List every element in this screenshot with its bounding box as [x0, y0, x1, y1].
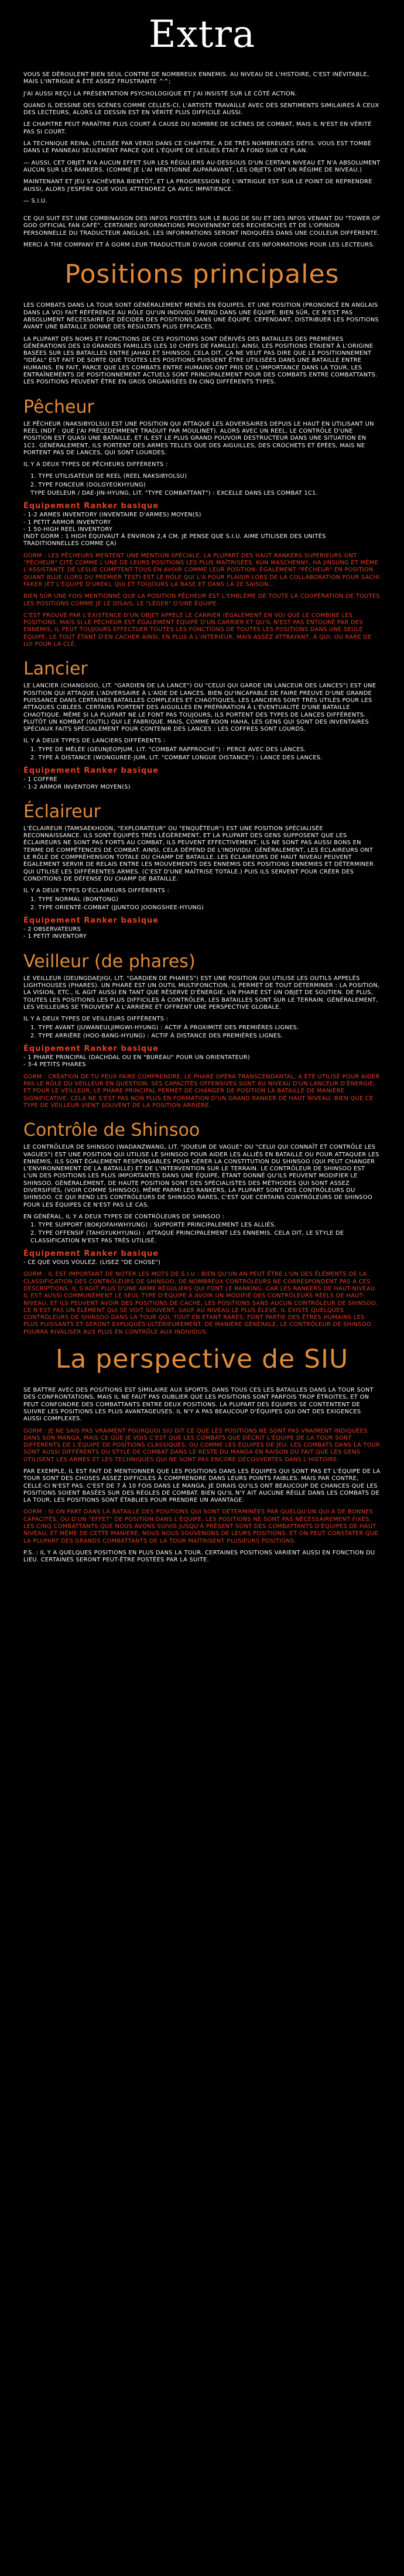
- translator-note: GORM : LES PÊCHEURS MENTENT UNE MENTION SPÉCIALE. LA PLUPART DES HAUT RANKERS SUPÉRIEURS ONT "PÊCHEUR" CITÉ COMME L'UNE DE LEURS POSITIONS LES PLUS MAÎTRISÉES. KUN MASCHENNY, HA JINSUNG ET MÊME L'ASSISTANTE DE LESLIE COMPTENT TOUS EN AVOIR COMME LEUR POSITION. ÉGALEMENT "PÊCHEUR" EN POSITION QUANT BLUE (LORS DU PREMIER TEST) EST LE RÔLE QUI L'A POUR PLAISIR LORS DE LA COLLABORATION POUR SACHI FAKER (ET L'ÉQUIPE D'UREK), QUI ET TOUJOURS LA BASE ET DANS LA 2E SAISON...: [23, 552, 380, 588]
- equipment-item: - 3-4 PETITS PHARES: [23, 1061, 86, 1068]
- position-type: 2. TYPE FONCEUR (DOLGYEOKHYUNG): [30, 481, 146, 488]
- position-section-pecheur: [23, 397, 381, 649]
- position-paragraph: L'ÉCLAIREUR (TAMSAEKHOON, "EXPLORATEUR" OU "ENQUÊTEUR") EST UNE POSITION SPÉCIALISÉE RECONNAISSANCE. ILS SONT ÉQUIPÉS TRÈS LÉGÈREMENT, ET LA PLUPART DES GENS SUPPOSENT QUE LES ÉCLAIREURS NE SONT PAS FORTS AU COMBAT, ILS PEUVENT EFFECTIVEMENT, ILS NE SONT PAS AUSSI BONS EN TERME DE COMPÉTENCES DE COMBAT. AINSI, CELA DÉPEND DE L'INDIVIDU. GÉNÉRALEMENT, LES ÉCLAIREURS ONT LE RÔLE DE COMPRÉHENSION TOTALE DU CHAMP DE BATAILLE. LES ÉCLAIREURS DE HAUT NIVEAU PEUVENT ÉGALEMENT SERVIR DE RELAIS ENTRE LES MOUVEMENTS DES ENNEMIS DES POSITIONS ENNEMIES ET DÉTERMINER QUI UTILISE LES DIFFÉRENTES ARMES. (C'EST D'UNE MAÎTRISE TOTALE.) PUIS ILS SERVENT POUR CRÉER DES CONDITIONS DE DÉFENSE DU CHAMP DE BATAILLE.: [23, 825, 374, 882]
- intro-paragraph: LE CHAPITRE PEUT PARAÎTRE PLUS COURT À CAUSE DU NOMBRE DE SCÈNES DE COMBAT, MAIS IL N'EST EN VÉRITÉ PAS SI COURT.: [23, 121, 372, 135]
- position-heading: Pêcheur: [23, 396, 94, 417]
- translator-note: GORM : JE NE SAIS PAS VRAIMENT POURQUOI SIU DIT CE QUE LES POSITIONS NE SONT PAS VRAIMENT INDIQUÉES DANS SON MANGA, MAIS CE QUE JE VOIS C'EST QUE LES COMBATS QUE DÉCRIT L'ÉQUIPE DE LA TOUR SONT DIFFÉRENTS DE L'ÉQUIPE DE POSITIONS CLASSIQUES, OU COMME LES ÉQUIPES DE JEU. LES COMBATS DANS LA TOUR SONT AUSSI DIFFÉRENTS DU STYLE DE COMBAT DANS LE RESTE DU MANGA EN RAISON DU FAIT QUE LES GENS UTILISENT LES ARMES ET LES TECHNIQUES QUI NE SONT PAS ENCORE DÉCOUVERTES DANS L'HISTOIRE.: [23, 1427, 381, 1463]
- position-paragraph: LE VEILLEUR (DEUNGDAEJIGI, LIT. "GARDIEN DE PHARES") EST UNE POSITION QUI UTILISE LES OUTILS APPELÉS LIGHTHOUSES (PHARES). UN PHARE EST UN OUTIL MULTIFONCTION, IL PERMET DE TOUT DÉTERMINER : LA POSITION, LA VISION, ETC., IL AGIT AUSSI EN TANT QUE RÉSERVE D'ÉNERGIE. UN PHARE EST UN OBJET DE SOUTIEN. DE PLUS, TOUTES LES POSITIONS LES PLUS DIFFICILES À CONTRÔLER, LES BATAILLES SONT SUR LE TERRAIN. GÉNÉRALEMENT, LES VEILLEURS SE TROUVENT À L'ARRIÈRE ET OFFRENT UNE PERSPECTIVE GLOBALE.: [23, 975, 380, 1010]
- intro-paragraph: LA TECHNIQUE REINA, UTILISÉE PAR VERDI DANS CE CHAPITRE, A DE TRÈS NOMBREUSES DÉFIS. VOUS EST TOMBÉ DANS LE PANNEAU SEULEMENT PARCE QUE L'ÉQUIPE DE LESLIES ÉTAIT À FOND SUR CE PLAN.: [23, 141, 372, 155]
- perspective-paragraph: P.S. : IL Y A QUELQUES POSITIONS EN PLUS DANS LA TOUR. CERTAINES POSITIONS VARIENT AUSSI EN FONCTION DU LIEU. CERTAINES SERONT PEUT-ÊTRE POSTÉES PAR LA SUITE.: [23, 1549, 375, 1564]
- position-heading: Contrôle de Shinsoo: [23, 1120, 200, 1141]
- position-section-veilleur: [23, 951, 381, 1109]
- equipment-item: - CE QUE VOUS VOULEZ. (LISEZ "DE CHOSE"): [23, 1259, 161, 1266]
- intro-paragraph: — AUSSI, CET OBJET N'A AUCUN EFFET SUR LES RÉGULIERS AU-DESSOUS D'UN CERTAIN NIVEAU ET N'A ABSOLUMENT AUCUN SUR LES RANKERS. (COMME JE L'AI MENTIONNÉ AUPARAVANT, LES OBJETS ONT UN RÉGIME DE NIVEAU.): [23, 159, 381, 173]
- translator-note: GORM : SI ON PART DANS LA BATAILLE DES POSITIONS QUI SONT DÉTERMINÉES PAR QUELQU'UN QUI A DE BONNES CAPACITÉS, OU D'UN "EFFET" DE POSITION DANS L'ÉQUIPE, LES POSITIONS NE SONT PAS NÉCESSAIREMENT FIXES. LES CINQ COMBATTANTS QUE NOUS AVONS SUIVIS JUSQU'À PRÉSENT SONT DES COMBATTANTS D'ÉQUIPES DE HAUT NIVEAU, ET MÊME DE CETTE MANIÈRE, NOUS NOUS SOUVENONS DE LEURS POSITIONS. ET ON PEUT CONSTATER QUE LA PLUPART DES GRANDS COMBATTANTS DE LA TOUR MAÎTRISENT PLUSIEURS POSITIONS.: [23, 1509, 378, 1544]
- positions-intro-paragraph: LA PLUPART DES NOMS ET FONCTIONS DE CES POSITIONS SONT DÉRIVÉS DES BATAILLES DES PREMIÈRES GÉNÉRATIONS DES 10 GRANDES FAMILLES (LES 10 CHEFS DE FAMILLE). AINSI, LES POSITIONS ÉTAIENT À L'ORIGINE BASÉES SUR LES BATAILLES ENTRE JAHAD ET SHINSOO. CELA DIT, ÇA NE VEUT PAS DIRE QUE LE POSITIONNEMENT "IDÉAL" EST FAIT DE SORTE QUE TOUTES LES POSITIONS PUISSENT ÊTRE UTILISÉES DANS UNE BATAILLE ENTRE HUMAINS. EN FAIT, PARCE QUE LES COMBATS ENTRE HUMAINS ONT PRIS DE L'IMPORTANCE DANS LA TOUR, LES ENTRAÎNEMENTS DE POSITIONNEMENT ACTUELS SONT PRINCIPALEMENT POUR DES COMBATS ENTRE COMBATTANTS. LES POSITIONS PEUVENT ÊTRE EN GROS ORGANISÉES EN CINQ DIFFÉRENTS TYPES.: [23, 335, 378, 386]
- positions-heading: Positions principales: [64, 259, 340, 290]
- translator-note: GORM : CRÉATION DE TU PEUX FAIRE COMPRENDRE, LE PHARE OPÉRA TRANSCENDANTAL, A ÉTÉ UTILISÉ POUR AIDER PAS LE RÔLE DU VEILLEUR EN QUESTION. SES CAPACITÉS OFFENSIVES SONT AU NIVEAU D'UN LANCEUR D'ÉNERGIE, ET POUR LE VEILLEUR, LE PHARE PRINCIPAL PERMET DE CHANGER DE POSITION LA BATAILLE DE MANIÈRE SIGNIFICATIVE. CELA NE S'EST PAS NON PLUS EN FORMATION D'UN GRAND RANKER DE HAUT NIVEAU. BIEN QUE CE TYPE DE VEILLEUR VIENT SOUVENT DE LA POSITION ARRIÈRE.: [23, 1073, 380, 1109]
- intro-paragraph: QUAND IL DESSINE DES SCÈNES COMME CELLES-CI, L'ARTISTE TRAVAILLE AVEC DES SENTIMENTS SIMILAIRES À CEUX DES LECTEURS, ALORS LE DESSIN EST EN VÉRITÉ PLUS DIFFICILE AUSSI.: [23, 102, 379, 117]
- position-type: 2. TYPE OFFENSIF (TAHGYUKHYUNG) : ATTAQUE PRINCIPALEMENT LES ENNEMIS. CELA DIT, LE STYLE DE CLASSIFICATION N'EST PAS TRÈS UTILISÉ.: [30, 1230, 344, 1244]
- perspective-paragraph: SE BATTRE AVEC DES POSITIONS EST SIMILAIRE AUX SPORTS. DANS TOUS CES LES BATAILLES DANS LA TOUR SONT DES CONFRONTATIONS, MAIS IL NE FAUT PAS OUBLIER QUE LES POSITIONS SONT PARFOIS TROP ÉTROITES, ET ON PEUT CONFONDRE DES COMBATTANTS ENTRE DEUX POSITIONS. LA PLUPART DES ÉQUIPES SE CONTENTENT DE SUIVRE LES POSITIONS LES PLUS AVANTAGEUSES. IL N'Y A PAS BEAUCOUP D'ÉQUIPES QUI ONT DES EXIGENCES AUSSI COMPLEXES.: [23, 1387, 374, 1423]
- position-type: 1. TYPE UTILISATEUR DE REEL (REEL NAKSIBYOLSU): [30, 473, 187, 480]
- intro-signature: — S.I.U.: [23, 197, 47, 204]
- page-title: Extra: [148, 13, 256, 56]
- equipment-heading: Équipement Ranker basique: [23, 502, 159, 511]
- position-type: 1. TYPE NORMAL (BONTONG): [30, 896, 119, 903]
- position-paragraph: IL Y A DEUX TYPES DE LANCIERS DIFFÉRENTS :: [23, 738, 166, 745]
- perspective-section: [23, 1344, 381, 1564]
- equipment-note: (NDT GORM : 1 HIGH ÉQUIVAUT À ENVIRON 2,4 CM. JE PENSE QUE S.I.U. AIME UTILISER DES UNITÉS TRADITIONNELLES COMME ÇA): [23, 533, 326, 547]
- position-section-eclaireur: [23, 801, 381, 941]
- translator-note: GORM : IL EST IMPORTANT DE NOTER LES MOTS DE S.I.U : BIEN QU'UN AN PEUT ÊTRE L'UN DES ÉLÉMENTS DE LA CLASSIFICATION DES CONTRÔLEURS DE SHINSOO, DE NOMBREUX CONTRÔLEURS NE CORRESPONDENT PAS À CES DESCRIPTIONS. IL S'AGIT PLUS D'UNE ARME RÉGULIERS QUI FONT LE RANKING, CAR LES RANKERS DE HAUT-NIVEAU. IL EST AUSSI COMMUNÉMENT LE SEUL TYPE D'ÉQUIPE À AVOIR UN MODIFIÉ DES CONTRÔLEURS RÉELS DE HAUT-NIVEAU, ET ILS PEUVENT AVOIR DES POSITIONS DE CACHE, LES POSITIONS SANS AUCUN CONTRÔLEUR DE SHINSOO. CE N'EST PAS UN ÉLÉMENT QUI SE VOIT SOUVENT, SAUF AU NIVEAU LE PLUS ÉLEVÉ. IL EXISTE QUELQUES CONTRÔLEURS DE SHINSOO DANS LA TOUR QUI, TOUT EN ÉTANT RARES, FONT PARTIE DES ÊTRES HUMAINS LES PLUS PUISSANTS ET SERONT EXPLIQUÉS ULTÉRIEUREMENT. DE MANIÈRE GÉNÉRALE, LE CONTRÔLEUR DE SHINSOO POURRA RIVALISER AUX PLUS EN CONTRÔLE AUX INDIVIDUS.: [23, 1271, 378, 1335]
- perspective-paragraph: PAR EXEMPLE, IL EST FAIT DE MENTIONNER QUE LES POSITIONS DANS LES ÉQUIPES QUI SONT PAS ET L'ÉQUIPE DE LA TOUR SONT DES CHOSES ASSEZ DIFFICILES À COMPRENDRE DANS LEURS POINTS FAIBLES. MAIS PAR CONTRE, CELLE-CI N'EST PAS. C'EST DE 7 À 10 FOIS DANS LE MANGA, JE DIRAIS QU'ILS ONT BEAUCOUP DE CHANCES QUE LES POSITIONS SOIENT BASÉES SUR DES RÈGLES DE COMBAT. BIEN QU'IL N'Y AIT AUCUNE RÈGLE DANS LES COMBATS DE LA TOUR, LES POSITIONS SONT ÉTABLIES POUR PRENDRE UN AVANTAGE.: [23, 1468, 381, 1504]
- equipment-heading: Équipement Ranker basique: [23, 1249, 159, 1259]
- translator-note: C'EST PROUVÉ PAR L'EXISTENCE D'UN OBJET APPELÉ LE CARRIER (ÉGALEMENT EN VO) QUE LE COMBINE LES POSITIONS. MAIS SI LE PÊCHEUR EST ÉGALEMENT ÉQUIPÉ D'UN CARRIER ET QU'IL N'EST PAS ENTOURÉ PAR DES ENNEMIS, IL PEUT TOUJOURS EFFECTUER TOUTES LES FONCTIONS DE TOUTES LES POSITIONS DANS UNE SEULE ÉQUIPE. LE TOUT ÉTANT D'EN CACHER AINSI, EN PLUS À L'INTÉRIEUR, MAIS ASSEZ ATTRAYANT, À QUI, OU RARE DE LUI POUR LA CLÉ.: [23, 612, 372, 648]
- equipment-item: - 1 COFFRE: [23, 776, 57, 783]
- position-type: 2. TYPE ARRIÈRE (HOO-BANG-HYUNG) : ACTIF À DISTANCE DES PREMIÈRES LIGNES.: [30, 1032, 283, 1039]
- equipment-item: - 2 OBSERVATEURS: [23, 926, 81, 933]
- position-paragraph: LE CONTRÔLEUR DE SHINSOO (WADANZWANG, LIT. "JOUEUR DE VAGUE" OU "CELUI QUI CONNAÎT ET CONTRÔLE LES VAGUES") EST UNE POSITION QUI UTILISE LE SHINSOO POUR AIDER LES ALLIÉS EN BATAILLE OU POUR ATTAQUER LES ENNEMIS. ILS SONT ÉGALEMENT RESPONSABLES POUR GÉRER LA CONSTITUTION DU SHINSOO (QUI PEUT CHANGER L'ENVIRONNEMENT DE LA BATAILLE) ET DE L'INTERVENTION SUR LE TERRAIN. LE CONTRÔLEUR DE SHINSOO EST L'UN DES POSITIONS LES PLUS IMPORTANTES DANS UNE ÉQUIPE, ÉTANT DONNÉ QU'ILS PEUVENT MODIFIER LE SHINSOO. GÉNÉRALEMENT, DE HAUTE POSITION SONT DES SPÉCIALISTES DES MÉTHODES QUI SONT ASSEZ DIVERSIFIÉS, (VOIR COMME SHINSOO). MÊME PARMI LES RANKERS, LA PLUPART SONT DES CONTRÔLEURS DU SHINSOO. CE QUI REND LES CONTRÔLEURS DE SHINSOO RARES, C'EST QUE CERTAINS CONTRÔLEURS DE SHINSOO POUR LES ÉQUIPES CE N'EST PAS LE CAS.: [23, 1144, 379, 1208]
- position-heading: Veilleur (de phares): [23, 951, 196, 972]
- position-paragraph: LE PÊCHEUR (NAKSIBYOLSU) EST UNE POSITION QUI ATTAQUE LES ADVERSAIRES DEPUIS LE HAUT EN UTILISANT UN REEL (NDT : QUE J'AI PRÉCÉDEMMENT TRADUIT PAR MOULINET). ALORS AVEC UN REEL, LE CONTRÔLE D'UNE POSITION EST QUASI UNE BATAILLE, ET IL EST LE PLUS GRAND POUVOIR DESTRUCTEUR DANS UNE SITUATION EN 1C1. GÉNÉRALEMENT, ILS PORTENT DES ARMES TELLES QUE DES AIGUILLES, DES CROCHETS ET ÉPÉES, MAIS NE PORTENT PAS DE LANCES, QUI SONT LOURDES.: [23, 420, 374, 456]
- position-paragraph: LE LANCIER (CHANGSOO, LIT. "GARDIEN DE LA LANCE") OU "CELUI QUI GARDE UN LANCEUR DES LANCES") EST UNE POSITION QUI ATTAQUE L'ADVERSAIRE À L'AIDE DE LANCES. BIEN QU'INCAPABLE DE FAIRE PREUVE D'UNE GRANDE PUISSANCE DANS CERTAINES BATAILLES COMPLEXES ET CHAOTIQUES, LES LANCIERS SONT TRÈS UTILES POUR LES ATTAQUES CIBLÉES. CERTAINS PORTENT DES AIGUILLES EN PRÉPARATION À L'ÉVENTUALITÉ D'UNE BATAILLE CHAOTIQUE. MÊME SI LA PLUPART NE LE FONT PAS TOUJOURS, ILS PORTENT DES TYPES DE LANCES DIFFÉRENTS. PLUTÔT UN KOMBAT (OUTIL) QUI LE FABRIQUE. MAIS, COMME KOON HAHA, LES GENS QUI SONT DES INVENTAIRES SPÉCIAUX FAITS SPÉCIALEMENT POUR CONTENIR DES LANCES : LES COFFRES SONT LOURDS.: [23, 683, 376, 733]
- position-paragraph: EN GÉNÉRAL, IL Y A DEUX TYPES DE CONTRÔLEURS DE SHINSOO :: [23, 1213, 225, 1220]
- intro-paragraph: VOUS SE DÉROULENT BIEN SEUL CONTRE DE NOMBREUX ENNEMIS. AU NIVEAU DE L'HISTOIRE, C'EST INÉVITABLE, MAIS L'INTRIGUE A ÉTÉ ASSEZ FRUSTRANTE ^^;: [23, 71, 369, 85]
- equipment-item: - 1 50-HIGH REEL INVENTORY: [23, 526, 113, 533]
- equipment-heading: Équipement Ranker basique: [23, 916, 159, 926]
- position-type: 2. TYPE À DISTANCE (WONGUREE-JUM, LIT. "COMBAT LONGUE DISTANCE") : LANCE DES LANCES.: [30, 755, 323, 761]
- equipment-heading: Équipement Ranker basique: [23, 766, 159, 776]
- position-paragraph: IL Y A DEUX TYPES D'ÉCLAIREURS DIFFÉRENTS :: [23, 888, 170, 895]
- equipment-heading: Équipement Ranker basique: [23, 1044, 159, 1054]
- position-heading: Lancier: [23, 659, 88, 680]
- equipment-item: - 1-2 ARMES INVENTORY (INVENTAIRE D'ARMES) MOYEN(S): [23, 512, 201, 519]
- position-type: 1. TYPE DE MÊLÉE (GEUNJEOPJUM, LIT. "COMBAT RAPPROCHÉ") : PERCE AVEC DES LANCES.: [30, 746, 306, 753]
- position-paragraph: IL Y A DEUX TYPES DE VEILLEURS DIFFÉRENTS :: [23, 1016, 169, 1023]
- equipment-item: - 1 PETIT ARMOR INVENTORY: [23, 519, 111, 526]
- intro-paragraph: MAINTENANT ET JEU S'ACHÈVERA BIENTÔT, ET LA PROGRESSION DE L'INTRIGUE EST SUR LE POINT DE REPRENDRE AUSSI, ALORS J'ESPÈRE QUE VOUS ATTENDREZ ÇA AVEC IMPATIENCE.: [23, 179, 372, 193]
- intro-paragraph: MERCI À THE COMPANY ET À GORM LEUR TRADUCTEUR D'AVOIR COMPILÉ CES INFORMATIONS POUR LES LECTEURS.: [23, 242, 375, 249]
- translator-note: BIEN SÛR UNE FOIS MENTIONNÉ QUE LA POSITION PÊCHEUR EST L'EMBLÈME DE TOUTE LA COOPÉRATION DE TOUTES LES POSITIONS COMME JE LE DISAIS, LE "LÉGER" D'UNE ÉQUIPE.: [23, 593, 380, 607]
- position-type: 1. TYPE AVANT (JUWANEULJIMGWI-HYUNG) : ACTIF À PROXIMITÉ DES PREMIÈRES LIGNES.: [30, 1024, 299, 1031]
- position-type: 1. TYPE SUPPORT (BOKJOFAHWHYUNG) : SUPPORTE PRINCIPALEMENT LES ALLIÉS.: [30, 1222, 276, 1229]
- perspective-heading: La perspective de SIU: [55, 1344, 349, 1375]
- position-paragraph: IL Y A DEUX TYPES DE PÊCHEURS DIFFÉRENTS :: [23, 461, 168, 468]
- intro-paragraph: CE QUI SUIT EST UNE COMBINAISON DES INFOS POSTÉES SUR LE BLOG DE SIU ET DES INFOS VENANT DU "TOWER OF GOD OFFICIAL FAN CAFÉ". CERTAINES INFORMATIONS PROVIENNENT DES RECHERCHES ET DE L'OPINION PERSONNELLE DU TRADUCTEUR ANGLAIS, LES INFORMATIONS SERONT INDIQUÉES DANS UNE COULEUR DIFFÉRENTE.: [23, 215, 381, 237]
- positions-intro-paragraph: LES COMBATS DANS LA TOUR SONT GÉNÉRALEMENT MENÉS EN ÉQUIPES, ET UNE POSITION (PRONONCÉ EN ANGLAIS DANS LA VO) FAIT RÉFÉRENCE AU RÔLE QU'UN INDIVIDU PREND DANS UNE ÉQUIPE. BIEN SÛR, CE N'EST PAS ABSOLUMENT NÉCESSAIRE DE DÉCIDER DES POSITIONS DANS UNE ÉQUIPE. CEPENDANT, DISTRIBUER LES POSITIONS AVANT UNE BATAILLE DONNE DES RÉSULTATS PLUS EFFICACES.: [23, 302, 379, 331]
- position-type: TYPE DUELEUR / DAE-JIN-HYUNG, LIT. "TYPE COMBATTANT") : EXCELLE DANS LES COMBAT 1C1.: [30, 489, 319, 496]
- equipment-item: - 1-2 ARMOR INVENTORY MOYEN(S): [23, 783, 131, 790]
- intro-paragraph: J'AI AUSSI REÇU LA PRÉSENTATION PSYCHOLOGIQUE ET J'AI INSISTÉ SUR LE CÔTÉ ACTION.: [23, 90, 297, 97]
- equipment-item: - 1 PETIT INVENTORY: [23, 933, 87, 940]
- position-section-lancier: [23, 659, 381, 791]
- intro-section: [23, 71, 381, 249]
- position-section-shinsoo: [23, 1120, 381, 1336]
- position-heading: Éclaireur: [23, 801, 101, 822]
- equipment-item: - 1 PHARE PRINCIPAL (DACHDAL OU EN "BUREAU" POUR UN ORIENTATEUR): [23, 1054, 250, 1061]
- position-type: 2. TYPE ORIENTÉ-COMBAT (JJUNTOO JOONGSHEE-HYUNG): [30, 904, 204, 911]
